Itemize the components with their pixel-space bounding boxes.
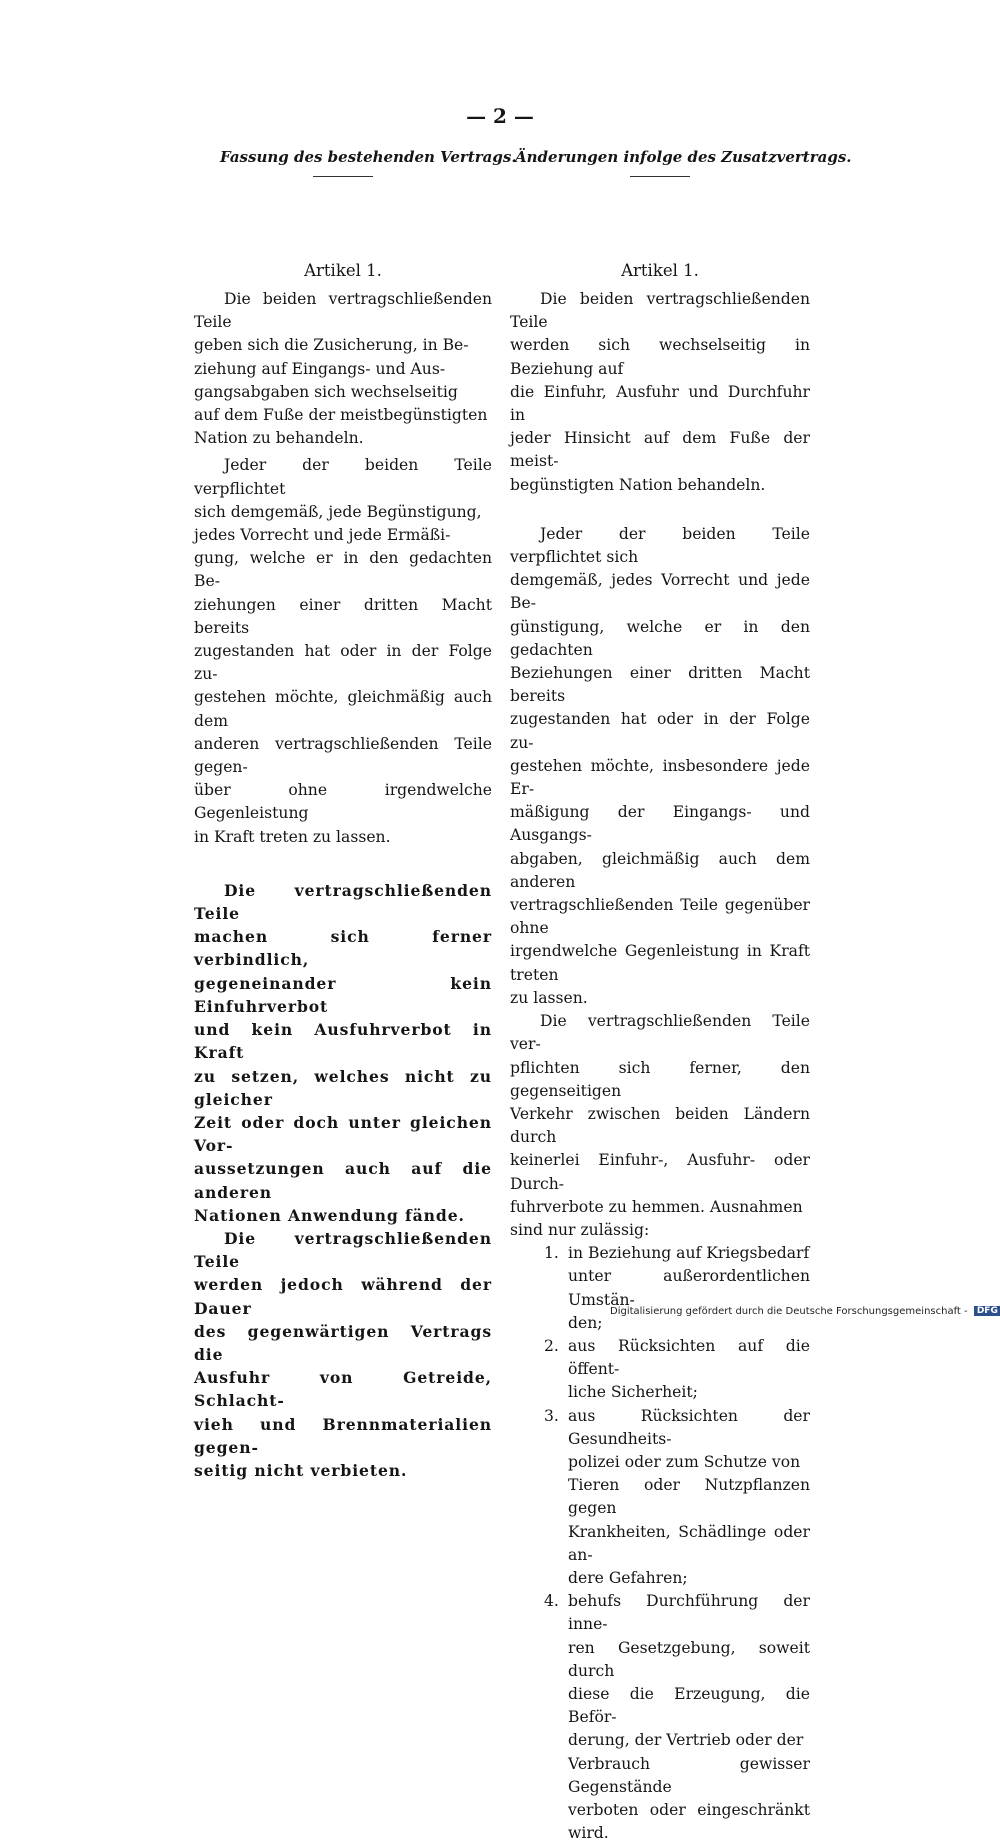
left-paragraph-3: [194, 879, 492, 1227]
list-number: 1.: [544, 1244, 559, 1263]
line: abgaben, gleichmäßig auch dem anderen: [510, 849, 810, 891]
line: ziehungen einer dritten Macht bereits: [194, 595, 492, 637]
right-paragraph-3: [510, 1010, 810, 1242]
right-article-title: Artikel 1.: [621, 261, 699, 280]
right-header-rule: [630, 176, 690, 177]
line: zugestanden hat oder in der Folge zu-: [510, 710, 810, 752]
line: mäßigung der Eingangs- und Ausgangs-: [510, 803, 810, 845]
right-column-header: Änderungen infolge des Zusatzvertrags.: [515, 148, 852, 166]
line: ziehung auf Eingangs- und Aus-: [194, 359, 446, 378]
line: des gegenwärtigen Vertrags die: [194, 1321, 492, 1364]
line: fuhrverbote zu hemmen. Ausnahmen: [510, 1197, 803, 1216]
line: zu setzen, welches nicht zu gleicher: [194, 1066, 492, 1109]
line: Beziehungen einer dritten Macht bereits: [510, 664, 810, 706]
line: derung, der Vertrieb oder der: [568, 1731, 804, 1750]
list-item: [510, 1335, 810, 1405]
left-paragraph-1: [194, 288, 492, 450]
line: Jeder der beiden Teile verpflichtet sich: [510, 524, 810, 567]
line: aus Rücksichten der Gesundheits-: [568, 1406, 810, 1448]
line: gangsabgaben sich wechselseitig: [194, 382, 458, 401]
line: Verbrauch gewisser Gegenstände: [568, 1754, 810, 1796]
line: polizei oder zum Schutze von: [568, 1452, 801, 1471]
line: sind nur zulässig:: [510, 1220, 650, 1239]
line: verboten oder eingeschränkt wird.: [568, 1801, 810, 1843]
line: anderen vertragschließenden Teile gegen-: [194, 734, 492, 777]
left-paragraph-2: [194, 454, 492, 848]
line: vieh und Brennmaterialien gegen-: [194, 1414, 492, 1457]
line: keinerlei Einfuhr-, Ausfuhr- oder Durch-: [510, 1151, 810, 1193]
line: irgendwelche Gegenleistung in Kraft treten: [510, 942, 810, 984]
line: begünstigten Nation behandeln.: [510, 475, 766, 494]
line: behufs Durchführung der inne-: [568, 1592, 810, 1634]
line: werden sich wechselseitig in Beziehung auf: [510, 336, 810, 378]
line: Nation zu behandeln.: [194, 429, 364, 448]
line: in Kraft treten zu lassen.: [194, 827, 391, 846]
exceptions-list: [510, 1242, 810, 1845]
line: auf dem Fuße der meistbegünstigten: [194, 406, 488, 425]
line: geben sich die Zusicherung, in Be-: [194, 336, 469, 355]
digitization-footer: [610, 1306, 998, 1317]
line: ren Gesetzgebung, soweit durch: [568, 1638, 810, 1680]
line: gestehen möchte, insbesondere jede Er-: [510, 756, 810, 799]
line: jeder Hinsicht auf dem Fuße der meist-: [510, 429, 810, 471]
line: Die beiden vertragschließenden Teile: [194, 290, 492, 332]
line: zu lassen.: [510, 988, 588, 1007]
line: Die vertragschließenden Teile: [194, 880, 492, 924]
line: demgemäß, jedes Vorrecht und jede Be-: [510, 571, 810, 613]
line: Tieren oder Nutzpflanzen gegen: [568, 1476, 810, 1518]
line: diese die Erzeugung, die Beför-: [568, 1684, 810, 1727]
line: gung, welche er in den gedachten Be-: [194, 549, 492, 591]
line: unter außerordentlichen Umstän-: [568, 1267, 810, 1309]
line: jedes Vorrecht und jede Ermäßi-: [194, 526, 451, 545]
left-column: [194, 256, 492, 1482]
list-item: [510, 1405, 810, 1591]
line: und kein Ausfuhrverbot in Kraft: [194, 1020, 492, 1063]
line: gestehen möchte, gleichmäßig auch dem: [194, 688, 492, 730]
right-paragraph-1: [510, 288, 810, 497]
line: aussetzungen auch auf die anderen: [194, 1159, 492, 1202]
line: in Beziehung auf Kriegsbedarf: [568, 1244, 810, 1263]
page-number: — 2 —: [466, 104, 534, 128]
line: pflichten sich ferner, den gegenseitigen: [510, 1058, 810, 1100]
line: den;: [568, 1313, 603, 1332]
line: aus Rücksichten auf die öffent-: [568, 1336, 810, 1379]
line: machen sich ferner verbindlich,: [194, 927, 492, 970]
left-column-header: Fassung des bestehenden Vertrags.: [220, 148, 517, 166]
line: Nationen Anwendung fände.: [194, 1205, 465, 1225]
line: werden jedoch während der Dauer: [194, 1275, 492, 1318]
line: Verkehr zwischen beiden Ländern durch: [510, 1104, 810, 1147]
line: zugestanden hat oder in der Folge zu-: [194, 642, 492, 684]
left-header-rule: [313, 176, 373, 177]
list-number: 4.: [544, 1592, 559, 1611]
line: Krankheiten, Schädlinge oder an-: [568, 1522, 810, 1564]
left-paragraph-4: [194, 1227, 492, 1482]
dfg-logo: DFG: [974, 1306, 1000, 1316]
line: günstigung, welche er in den gedachten: [510, 617, 810, 659]
line: sich demgemäß, jede Begünstigung,: [194, 502, 482, 521]
line: Jeder der beiden Teile verpflichtet: [194, 456, 492, 498]
list-item: [510, 1590, 810, 1845]
right-paragraph-2: [510, 523, 810, 1010]
line: die Einfuhr, Ausfuhr und Durchfuhr in: [510, 382, 810, 425]
list-number: 2.: [544, 1336, 559, 1355]
line: Ausfuhr von Getreide, Schlacht-: [194, 1368, 492, 1411]
line: vertragschließenden Teile gegenüber ohne: [510, 896, 810, 938]
line: Die vertragschließenden Teile ver-: [510, 1012, 810, 1054]
list-number: 3.: [544, 1406, 559, 1425]
line: Zeit oder doch unter gleichen Vor-: [194, 1112, 492, 1156]
right-column: [510, 256, 810, 1845]
line: Die beiden vertragschließenden Teile: [510, 290, 810, 332]
line: dere Gefahren;: [568, 1568, 688, 1587]
line: seitig nicht verbieten.: [194, 1460, 408, 1480]
line: über ohne irgendwelche Gegenleistung: [194, 781, 492, 823]
left-article-title: Artikel 1.: [304, 261, 382, 280]
list-item: [510, 1242, 810, 1335]
footer-text: Digitalisierung gefördert durch die Deutsche Forschungsgemeinschaft -: [610, 1306, 968, 1317]
line: liche Sicherheit;: [568, 1383, 698, 1402]
line: Die vertragschließenden Teile: [194, 1228, 492, 1272]
line: gegeneinander kein Einfuhrverbot: [194, 973, 492, 1016]
